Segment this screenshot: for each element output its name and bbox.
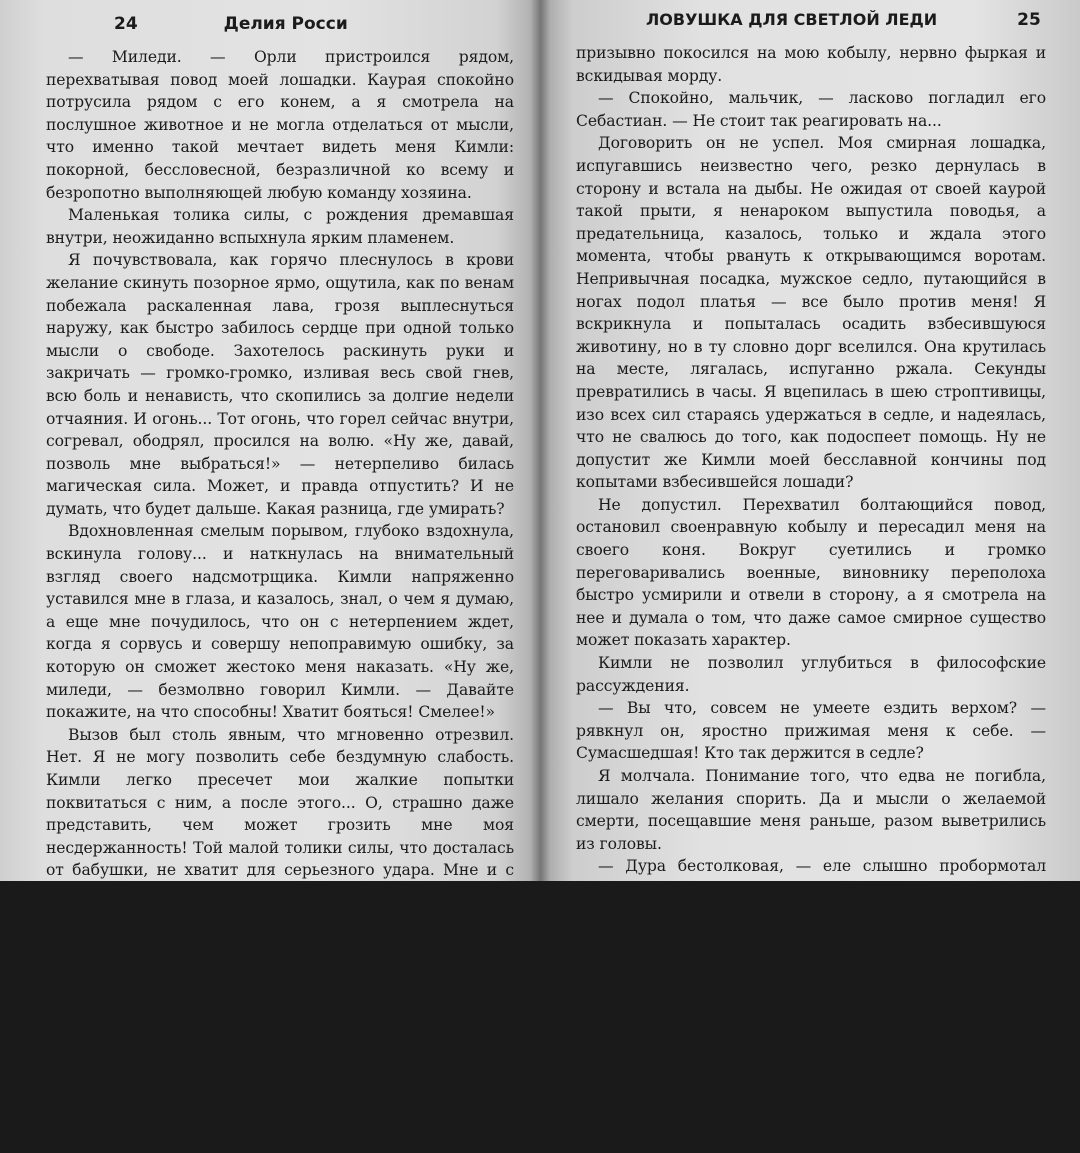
paragraph: — Сидите спокойно, — пробурчал у меня над ухом Кимли. — Хватит ерзать. bbox=[576, 970, 1046, 1011]
paragraph: — Миледи. — Орли пристроился рядом, перехватывая повод моей лошадки. Каурая спокойно потрусила рядом с его конем, а я смотрела на послушное животное и не могла отделаться от мысли, что именно такой мечтает видеть меня Кимли: покорной, бессловесной, безразличной ко всему и безропотно выполняющей любую команду хозяина. bbox=[46, 48, 514, 202]
paragraph: Договорить он не успел. Моя смирная лошадка, испугавшись неизвестно чего, резко дернулась в сторону и встала на дыбы. Не ожидая от своей каурой такой прыти, я ненароком выпустила поводья, а предательница, казалось, только и ждала этого момента, чтобы рвануть к открывающимся воротам. Непривычная посадка, мужское седло, путающийся в ногах подол платья — все было против меня! Я вскрикнула и попыталась осадить взбесившуюся животину, но в ту словно дорг вселился. Она крутилась на месте, лягалась, испуганно ржала. Секунды превратились в часы. Я вцепилась в шею строптивицы, изо всех сил стараясь удержаться в седле, и надеялась, что не свалюсь до того, как подоспеет помощь. Ну не допустит же Кимли моей бесславной кончины под копытами взбесившейся лошади? bbox=[576, 134, 1046, 492]
right-page bbox=[540, 0, 1080, 1147]
right-page-header bbox=[576, 10, 1046, 38]
paragraph: Я неопределенно пожала плечами — признаваться в собственной отсталости не хотелось. bbox=[576, 925, 1046, 966]
left-page bbox=[0, 0, 540, 1151]
page-number-left: 24 bbox=[114, 14, 138, 34]
paragraph: Огромным усилием воли я сумела побороть гнев и отвела взгляд от горящих предвкушением глаз мужчины. Нет. Он не дождется от меня подобной глупости. Здравый ум и упрямый характер, наследство все той же бабушки, леди Агаты Кервуд, урожденной баронессы Клостер, не давали мне совершить подобное безрассудство. bbox=[46, 929, 514, 1083]
running-head-book-title: ЛОВУШКА ДЛЯ СВЕТЛОЙ ЛЕДИ bbox=[646, 10, 938, 29]
left-page-header bbox=[46, 14, 514, 42]
paragraph: Маленькая толика силы, с рождения дремавшая внутри, неожиданно вспыхнула ярким пламенем. bbox=[46, 206, 514, 247]
page-number-right: 25 bbox=[1017, 10, 1041, 30]
paragraph: — Спокойно, мальчик, — ласково погладил его Себастиан. — Не стоит так реагировать на... bbox=[576, 89, 1046, 130]
paragraph: Вдохновленная смелым порывом, глубоко вздохнула, вскинула голову... и наткнулась на внимательный взгляд своего надсмотрщика. Кимли напряженно уставился мне в глаза, и казалось, знал, о чем я думаю, а еще мне почудилось, что он с нетерпением ждет, когда я сорвусь и совершу непоправимую ошибку, за которую он сможет жестоко меня наказать. «Ну же, миледи, — безмолвно говорил Кимли. — Давайте покажите, на что способны! Хватит бояться! Смелее!» bbox=[46, 522, 514, 722]
paragraph: — Держитесь рядом, — хмуро приказал Кимли, нарушая ход моих мыслей. Он подъехал совсем близко, и его сертамец bbox=[46, 1087, 514, 1151]
paragraph: Не допустил. Перехватил болтающийся повод, остановил своенравную кобылу и пересадил меня на своего коня. Вокруг суетились и громко переговаривались военные, виновнику переполоха быстро усмирили и отвели в сторону, а я смотрела на нее и думала о том, что даже самое смирное существо может показать характер. bbox=[576, 495, 1046, 650]
left-page-text bbox=[46, 46, 514, 1153]
right-page-text bbox=[576, 42, 1046, 1149]
paragraph: Я молчала. Понимание того, что едва не погибла, лишало желания спорить. Да и мысли о желаемой смерти, посещавшие меня раньше, разом выветрились из головы. bbox=[576, 767, 1046, 853]
paragraph: Вызов был столь явным, что мгновенно отрезвил. Нет. Я не могу позволить себе бездумную слабость. Кимли легко пресечет мои жалкие попытки поквитаться с ним, а после этого... О, страшно даже представить, чем может грозить мне моя несдержанность! Той малой толики силы, что досталась от бабушки, не хватит для серьезного удара. Мне и с обычным-то магом не справиться, не то что с Истинным. bbox=[46, 725, 514, 925]
paragraph: Я попыталась отодвинуться, но Кимли недовольно хмыкнул и прижал меня крепче. bbox=[576, 1015, 1046, 1057]
paragraph: Кимли не позволил углубиться в философские рассуждения. bbox=[576, 654, 1046, 695]
paragraph: — Дура бестолковая, — еле слышно пробормотал надзиратель, касаясь на мгновение моих волос губами. — Ты хоть раз ездила на лошади по-мужски? bbox=[576, 857, 1046, 921]
paragraph-continuation: призывно покосился на мою кобылу, нервно фыркая и вскидывая морду. bbox=[576, 44, 1046, 85]
paragraph: — Вы что, совсем не умеете ездить верхом? — рявкнул он, яростно прижимая меня к себе. — Сумасшедшая! Кто так держится в седле? bbox=[576, 699, 1046, 763]
paragraph: Я почувствовала, как горячо плеснулось в крови желание скинуть позорное ярмо, ощутила, как по венам побежала раскаленная лава, грозя выплеснуться наружу, как быстро забилось сердце при одной только мысли о свободе. Захотелось раскинуть руки и закричать — громко-громко, изливая весь свой гнев, всю боль и ненависть, что скопились за долгие недели отчаяния. И огонь... Тот огонь, что горел сейчас внутри, согревал, ободрял, просился на волю. «Ну же, давай, позволь мне выбраться!» — нетерпеливо билась магическая сила. Может, и правда отпустить? И не думать, что будет дальше. Какая разница, где умирать? bbox=[46, 251, 514, 518]
paragraph: — Еще одно движение, и вы лишитесь невинности прямо на глазах у наших сопровождающих, — напряженно произнес Себастиан, наклонившись еще ближе. bbox=[576, 1060, 1046, 1147]
running-head-author: Делия Росси bbox=[223, 14, 348, 34]
